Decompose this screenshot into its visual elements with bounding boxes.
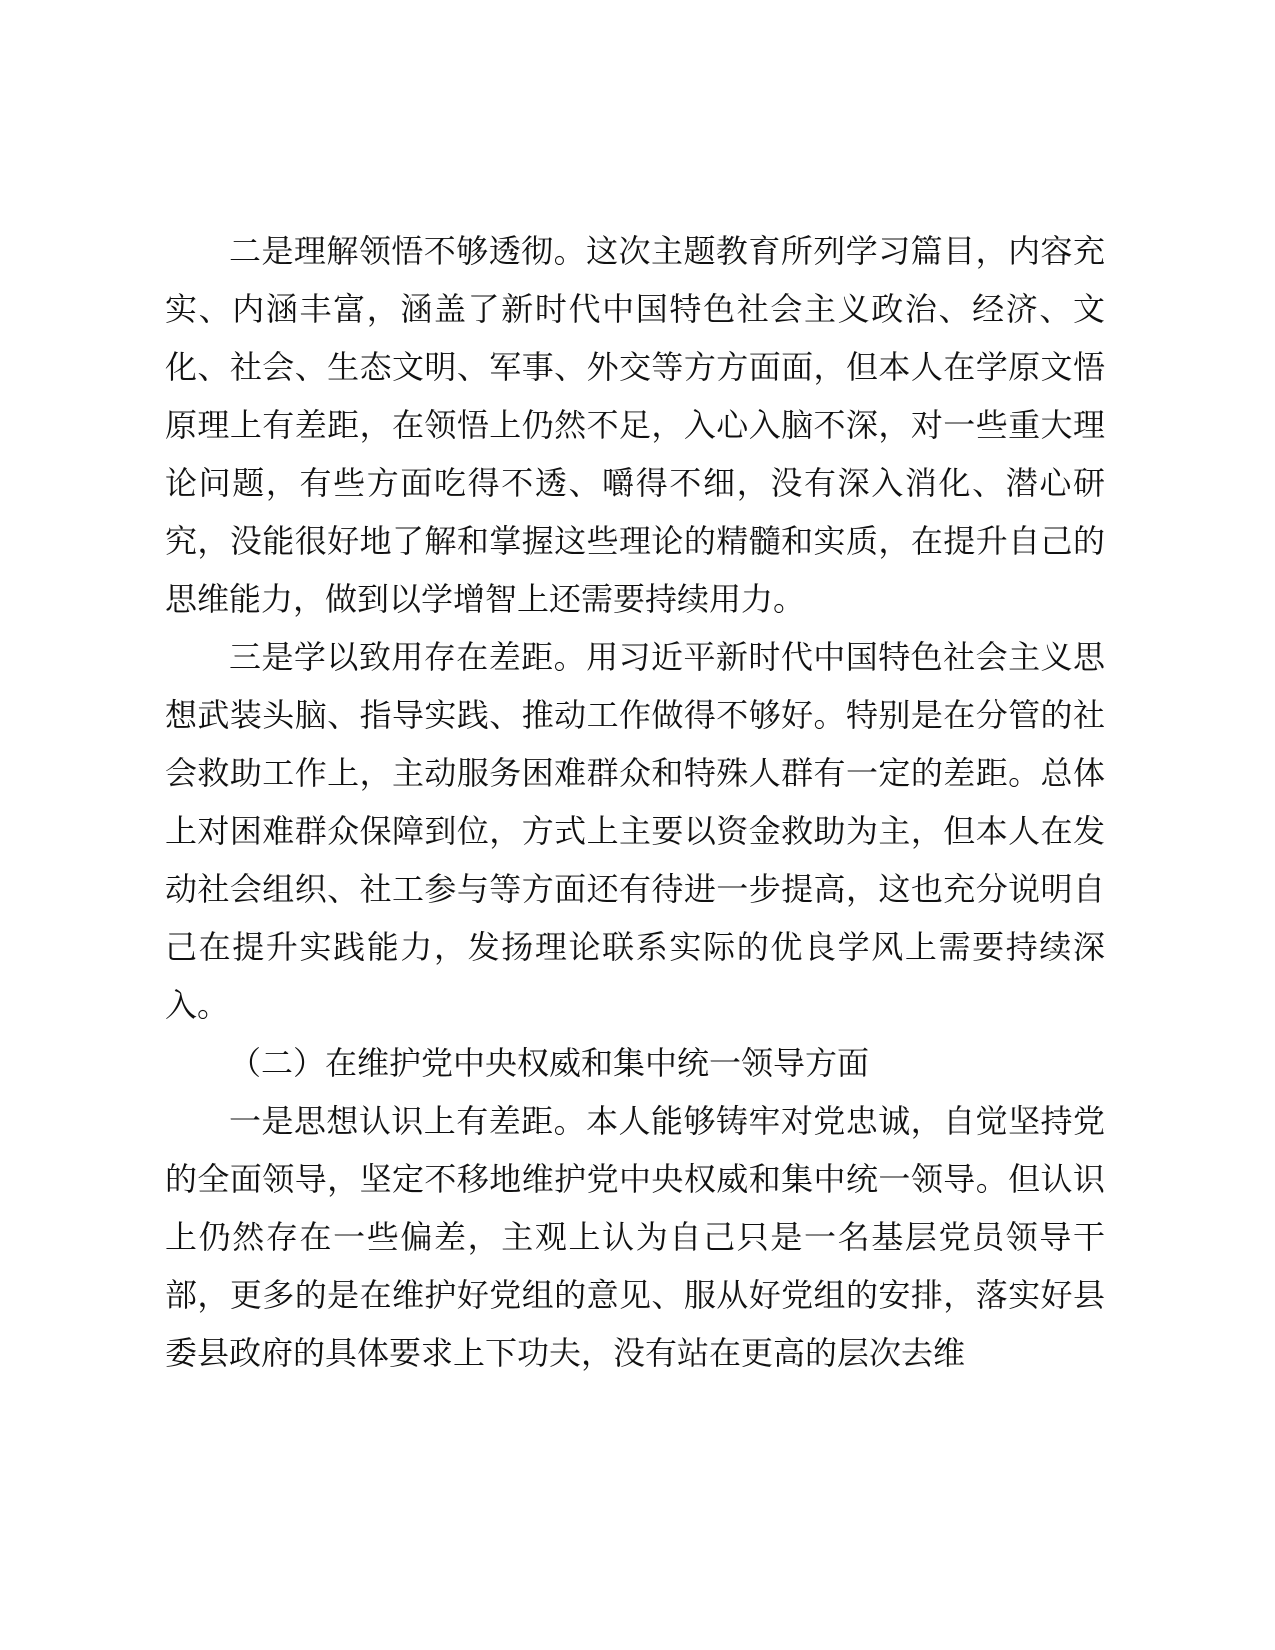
- section-heading: （二）在维护党中央权威和集中统一领导方面: [229, 1044, 870, 1082]
- paragraph-awareness: 一是思想认识上有差距。本人能够铸牢对党忠诚，自觉坚持党的全面领导，坚定不移地维护党中央权威和集中统一领导。但认识上仍然存在一些偏差，主观上认为自己只是一名基层党员领导干部，更多的是在维护好党组的意见、服从好党组的安排，落实好县委县政府的具体要求上下功夫，没有站在更高的层次去维: [165, 1102, 1105, 1372]
- paragraph-application: 三是学以致用存在差距。用习近平新时代中国特色社会主义思想武装头脑、指导实践、推动工作做得不够好。特别是在分管的社会救助工作上，主动服务困难群众和特殊人群有一定的差距。总体上对困难群众保障到位，方式上主要以资金救助为主，但本人在发动社会组织、社工参与等方面还有待进一步提高，这也充分说明自己在提升实践能力，发扬理论联系实际的优良学风上需要持续深入。: [165, 638, 1105, 1024]
- document-body: [165, 222, 1105, 1382]
- paragraph-understanding: 二是理解领悟不够透彻。这次主题教育所列学习篇目，内容充实、内涵丰富，涵盖了新时代中国特色社会主义政治、经济、文化、社会、生态文明、军事、外交等方方面面，但本人在学原文悟原理上有差距，在领悟上仍然不足，入心入脑不深，对一些重大理论问题，有些方面吃得不透、嚼得不细，没有深入消化、潜心研究，没能很好地了解和掌握这些理论的精髓和实质，在提升自己的思维能力，做到以学增智上还需要持续用力。: [165, 232, 1105, 618]
